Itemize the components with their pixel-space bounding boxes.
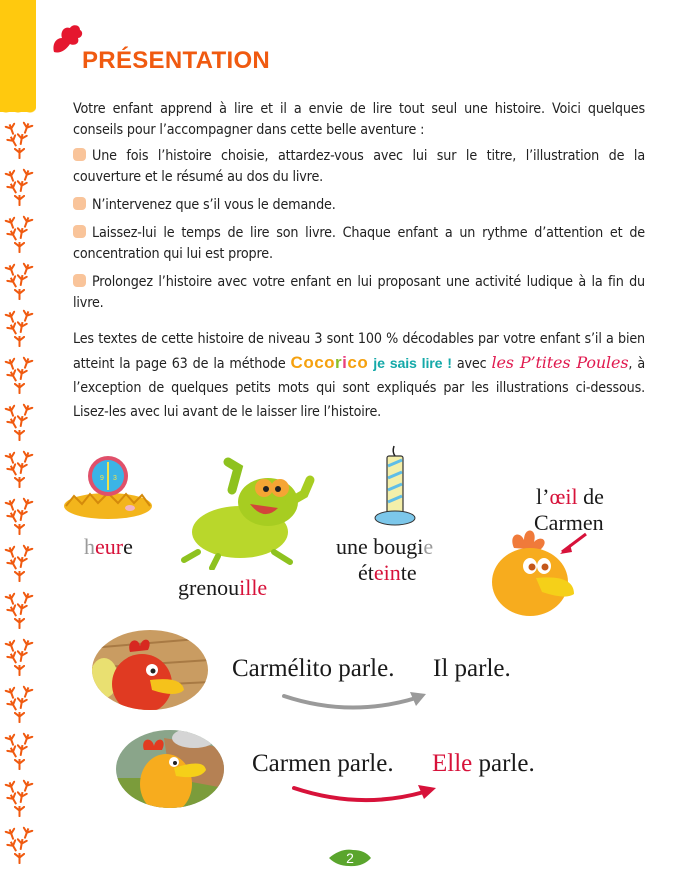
tips-list xyxy=(73,146,645,321)
sentence-carmen: Carmen parle. xyxy=(252,750,394,777)
candle-icon xyxy=(370,444,420,528)
clock-on-nest-icon xyxy=(62,448,154,520)
yellow-corner-band xyxy=(0,0,36,112)
footprint-icon xyxy=(4,165,34,205)
page-number-badge xyxy=(327,848,373,868)
pronoun-sentence-elle: Elle parle. xyxy=(432,750,535,777)
footprint-icon xyxy=(4,729,34,769)
svg-text:3: 3 xyxy=(113,475,117,482)
footprint-icon xyxy=(4,635,34,675)
word-oeil: l’œil de xyxy=(536,484,604,509)
bullet-icon xyxy=(73,225,86,238)
tip-item: N’intervenez que s’il vous le demande. xyxy=(73,195,645,216)
footprint-icon xyxy=(4,682,34,722)
bullet-icon xyxy=(73,148,86,161)
svg-text:9: 9 xyxy=(100,475,104,482)
brand-ptites-poules: les P’tites Poules xyxy=(491,353,629,372)
frog-icon xyxy=(178,452,318,570)
footprint-icon xyxy=(4,776,34,816)
page-number: 2 xyxy=(346,850,354,866)
page-title: PRÉSENTATION xyxy=(82,47,271,74)
tip-item: Laissez-lui le temps de lire son livre. Chaque enfant a un rythme d’attention et de concentration qui lui est propre. xyxy=(73,225,645,262)
word-eteinte: éteinte xyxy=(358,560,417,585)
footprint-icon xyxy=(4,259,34,299)
sentence-carmelito: Carmélito parle. xyxy=(232,655,395,682)
brand-je-sais-lire: je sais lire ! xyxy=(373,356,452,372)
tip-item: Une fois l’histoire choisie, attardez-vous avec lui sur le titre, l’illustration de la couverture et le résumé au dos du livre. xyxy=(73,148,645,185)
footprint-border xyxy=(0,118,36,887)
brand-cocorico: Cocorico xyxy=(290,353,369,372)
arrow-icon-red xyxy=(290,782,440,808)
pronoun-sentence-il: Il parle. xyxy=(433,655,511,682)
word-grenouille: grenouille xyxy=(178,575,268,600)
footprint-icon xyxy=(4,212,34,252)
arrow-icon-grey xyxy=(280,690,430,716)
word-carmen: Carmen xyxy=(534,510,604,535)
footprint-icon xyxy=(4,541,34,581)
word-bougie: une bougie xyxy=(336,534,434,559)
footprint-icon xyxy=(4,306,34,346)
intro-paragraph: Votre enfant apprend à lire et il a envie de lire tout seul une histoire. Voici quelques conseils pour l’accompagner dans cette belle aventure : xyxy=(73,101,645,138)
hen-carmen-icon xyxy=(490,520,610,616)
footprint-icon xyxy=(4,118,34,158)
bullet-icon xyxy=(73,274,86,287)
rooster-comb-icon xyxy=(50,22,84,56)
footprint-icon xyxy=(4,447,34,487)
footprint-icon xyxy=(4,588,34,628)
hen-carmen-portrait-icon xyxy=(114,728,226,810)
method-paragraph: Les textes de cette histoire de niveau 3 sont 100 % décodables par votre enfant s’il a bien atteint la page 63 de la méthode Cocorico je sais lire ! avec les P’tites Poules, à l’exception de quelques petits mots qui sont expliqués par les illustrations ci-dessous. Lisez-les avec lui avant de le laisser lire l’histoire. xyxy=(73,331,645,420)
bullet-icon xyxy=(73,197,86,210)
tip-item: Prolongez l’histoire avec votre enfant en lui proposant une activité ludique à la fin du livre. xyxy=(73,274,645,311)
footprint-icon xyxy=(4,823,34,863)
footprint-icon xyxy=(4,353,34,393)
rooster-carmelito-icon xyxy=(90,628,210,712)
word-heure: heure xyxy=(84,534,133,559)
footprint-icon xyxy=(4,400,34,440)
footprint-icon xyxy=(4,494,34,534)
